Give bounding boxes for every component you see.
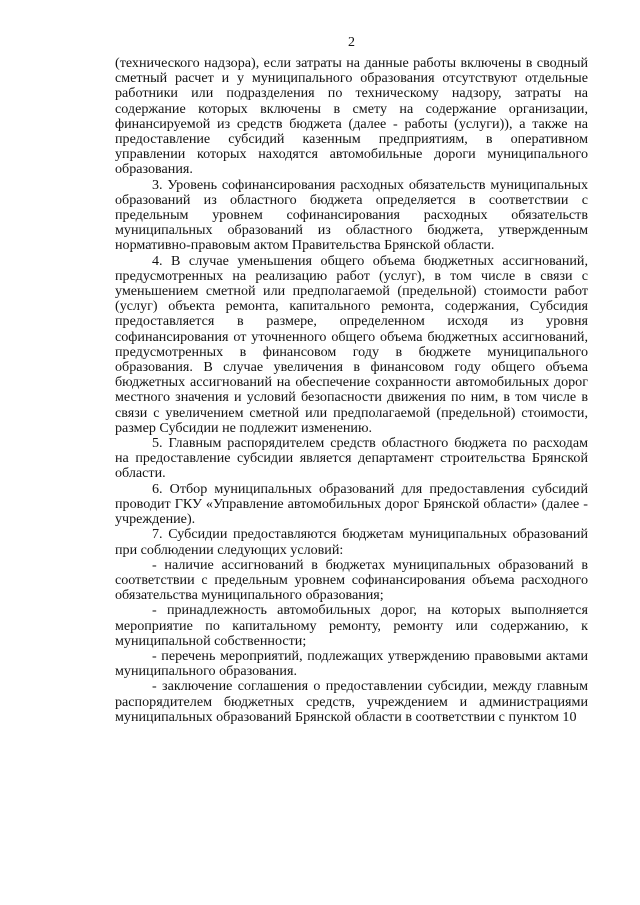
paragraph-item-5: 5. Главным распорядителем средств областного бюджета по расходам на предоставление субсидии является департамент строительства Брянской области. bbox=[115, 435, 588, 482]
paragraph-continuation: (технического надзора), если затраты на данные работы включены в сводный сметный расчет и у муниципального образования отсутствуют отдельные работники или подразделения по техническому надзору, затраты на содержание которых включены в смету на содержание организации, финансируемой из средств бюджета (далее - работы (услуги)), а также на предоставление субсидий казенным предприятиям, в оперативном управлении которых находятся автомобильные дороги муниципального образования. bbox=[115, 55, 588, 178]
condition-bullet-3: - перечень мероприятий, подлежащих утверждению правовыми актами муниципального образования. bbox=[115, 647, 588, 680]
condition-bullet-4: - заключение соглашения о предоставлении субсидии, между главным распорядителем бюджетных средств, учреждением и администрациями муниципальных образований Брянской области в соответствии с пунктом 10 bbox=[115, 678, 588, 725]
paragraph-item-3: 3. Уровень софинансирования расходных обязательств муниципальных образований из областного бюджета определяется в соответствии с предельным уровнем софинансирования расходных обязательств муниципальных образований из областного бюджета, утвержденным нормативно-правовым актом Правительства Брянской области. bbox=[115, 176, 588, 254]
condition-bullet-1: - наличие ассигнований в бюджетах муниципальных образований в соответствии с предельным уровнем софинансирования объема расходного обязательства муниципального образования; bbox=[115, 556, 588, 604]
condition-bullet-2: - принадлежность автомобильных дорог, на которых выполняется мероприятие по капитальному ремонту, ремонту или содержанию, к муниципальной собственности; bbox=[115, 602, 588, 649]
paragraph-item-4: 4. В случае уменьшения общего объема бюджетных ассигнований, предусмотренных на реализацию работ (услуг), в том числе в связи с уменьшением сметной или предполагаемой (предельной) стоимости работ (услуг) объекта ремонта, капитального ремонта, содержания, Субсидия предоставляется в размере, определенном исходя из уровня софинансирования от уточненного общего объема бюджетных ассигнований, предусмотренных в финансовом году в бюджете муниципального образования. В случае увеличения в финансовом году общего объема бюджетных ассигнований на обеспечение сохранности автомобильных дорог местного значения и условий безопасности движения по ним, в том числе в связи с увеличением сметной или предполагаемой (предельной) стоимости, размер Субсидии не подлежит изменению. bbox=[115, 252, 588, 436]
paragraph-item-7: 7. Субсидии предоставляются бюджетам муниципальных образований при соблюдении следующих условий: bbox=[115, 526, 588, 558]
page-number: 2 bbox=[348, 35, 355, 50]
paragraph-item-6: 6. Отбор муниципальных образований для предоставления субсидий проводит ГКУ «Управление автомобильных дорог Брянской области» (далее - учреждение). bbox=[115, 480, 588, 528]
